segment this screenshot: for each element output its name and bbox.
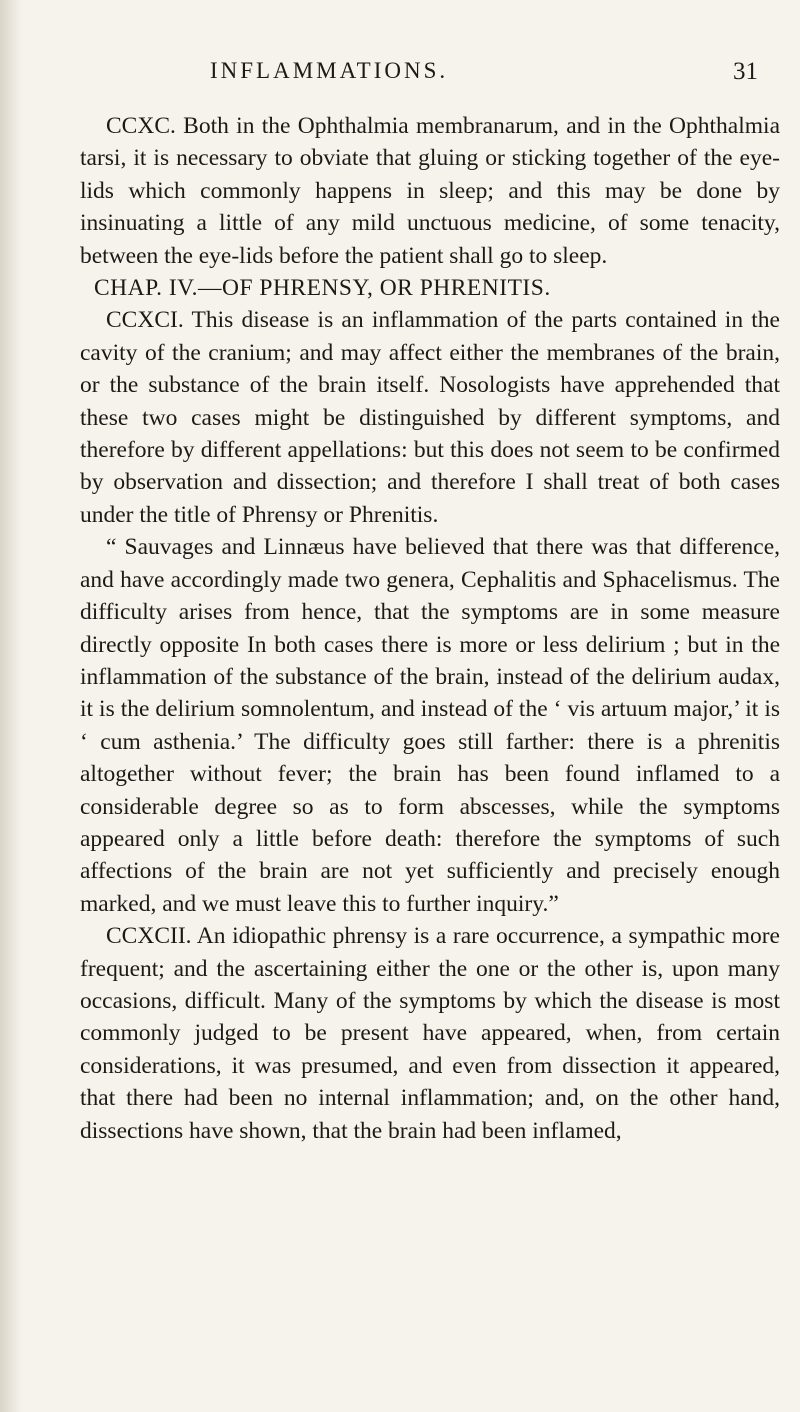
paragraph-ccxcii: CCXCII. An idiopathic phrensy is a rare occurrence, a sympathic more frequent; and the ascertaining either the one or the other is, upon many occasions, difficult. Many of the symptoms by which the disease is most commonly judged to be present have appeared, when, from certain considerations, it was presumed, and even from dissection it appeared, that there had been no internal inflammation; and, on the other hand, dissections have shown, that the brain had been inflamed,: [80, 923, 780, 1144]
body-text: [80, 110, 780, 1147]
page-number: 31: [733, 58, 758, 85]
paragraph-ccxci: CCXCI. This disease is an inflammation of the parts contained in the cavity of the cranium; and may affect either the membranes of the brain, or the substance of the brain itself. Nosologists have apprehended that these two cases might be distinguished by different symptoms, and therefore by different appellations: but this does not seem to be confirmed by observation and dissection; and therefore I shall treat of both cases under the title of Phrensy or Phrenitis.: [80, 307, 780, 528]
page-gutter-shadow: [0, 0, 22, 1412]
paragraph-ccxc: CCXC. Both in the Ophthalmia membranarum, and in the Ophthalmia tarsi, it is necessary to obviate that gluing or sticking together of the eye-lids which commonly happens in sleep; and this may be done by insinuating a little of any mild unctuous medicine, of some tenacity, between the eye-lids before the patient shall go to sleep.: [80, 113, 780, 269]
paragraph-quotation: “ Sauvages and Linnæus have believed that there was that difference, and have accordingly made two genera, Cephalitis and Sphacelismus. The difficulty arises from hence, that the symptoms are in some measure directly opposite In both cases there is more or less delirium ; but in the inflammation of the substance of the brain, instead of the delirium audax, it is the delirium somnolentum, and instead of the ‘ vis artuum major,’ it is ‘ cum asthenia.’ The difficulty goes still farther: there is a phrenitis altogether without fever; the brain has been found inflamed to a considerable degree so as to form abscesses, while the symptoms appeared only a little before death: therefore the symptoms of such affections of the brain are not yet sufficiently and precisely enough marked, and we must leave this to further inquiry.”: [80, 534, 780, 917]
running-head: INFLAMMATIONS.: [210, 58, 449, 83]
page-header: [0, 58, 800, 92]
chapter-heading: CHAP. IV.—OF PHRENSY, OR PHRENITIS.: [94, 275, 551, 302]
